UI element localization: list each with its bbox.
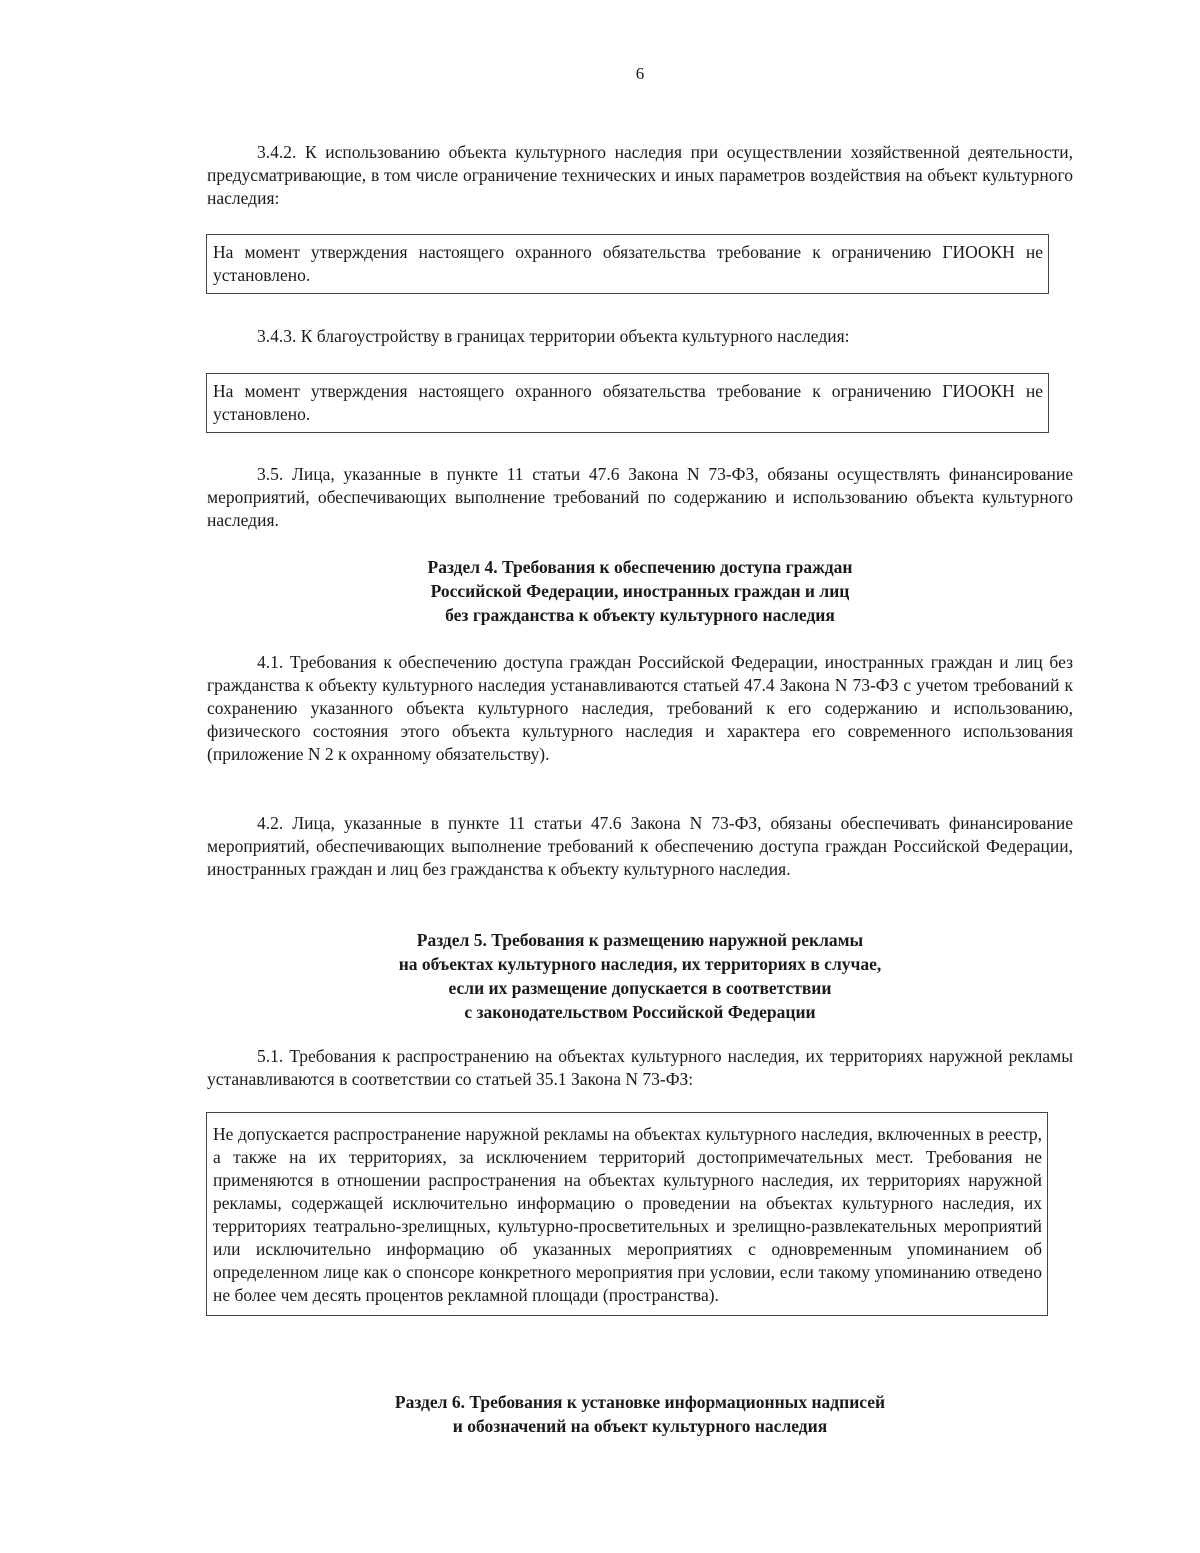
paragraph-3-4-3: 3.4.3. К благоустройству в границах территории объекта культурного наследия: — [257, 326, 850, 346]
section-5-heading — [207, 928, 1073, 1024]
section-6-heading — [207, 1390, 1073, 1438]
paragraph-5-1: 5.1. Требования к распространению на объектах культурного наследия, их территориях наружной рекламы устанавливаются в соответствии со статьей 35.1 Закона N 73-ФЗ: — [207, 1046, 1073, 1089]
section-6-heading-line: и обозначений на объект культурного наследия — [452, 1416, 828, 1436]
requirement-box-2: На момент утверждения настоящего охранного обязательства требование к ограничению ГИООКН не установлено. — [206, 373, 1049, 433]
section-4-heading-line: без гражданства к объекту культурного наследия — [445, 605, 835, 625]
section-5-heading-line: на объектах культурного наследия, их территориях в случае, — [398, 954, 882, 974]
section-6-heading-line: Раздел 6. Требования к установке информационных надписей — [394, 1392, 886, 1412]
section-5-heading-line: с законодательством Российской Федерации — [464, 1002, 816, 1022]
paragraph-4-1: 4.1. Требования к обеспечению доступа граждан Российской Федерации, иностранных граждан и лиц без гражданства к объекту культурного наследия устанавливаются статьей 47.4 Закона N 73-ФЗ с учетом требований к сохранению указанного объекта культурного наследия, требований к его содержанию и использованию, физического состояния этого объекта культурного наследия и характера его современного использования (приложение N 2 к охранному обязательству). — [207, 652, 1073, 764]
section-5-heading-line: если их размещение допускается в соответствии — [448, 978, 832, 998]
paragraph-3-4-2: 3.4.2. К использованию объекта культурного наследия при осуществлении хозяйственной деятельности, предусматривающие, в том числе ограничение технических и иных параметров воздействия на объект культурного наследия: — [207, 142, 1073, 208]
requirement-box-1: На момент утверждения настоящего охранного обязательства требование к ограничению ГИООКН не установлено. — [206, 234, 1049, 294]
page-number: 6 — [635, 64, 645, 83]
requirement-box-3: Не допускается распространение наружной рекламы на объектах культурного наследия, включенных в реестр, а также на их территориях, за исключением территорий достопримечательных мест. Требования не применяются в отношении распространения на объектах культурного наследия, их территориях наружной рекламы, содержащей исключительно информацию о проведении на объектах культурного наследия, их территориях театрально-зрелищных, культурно-просветительных и зрелищно-развлекательных мероприятий или исключительно информацию об указанных мероприятиях с одновременным упоминанием об определенном лице как о спонсоре конкретного мероприятия при условии, если такому упоминанию отведено не более чем десять процентов рекламной площади (пространства). — [206, 1112, 1048, 1316]
section-4-heading-line: Российской Федерации, иностранных граждан и лиц — [430, 581, 850, 601]
section-5-heading-line: Раздел 5. Требования к размещению наружной рекламы — [416, 930, 864, 950]
section-4-heading — [207, 555, 1073, 627]
section-4-heading-line: Раздел 4. Требования к обеспечению доступа граждан — [427, 557, 853, 577]
paragraph-3-5: 3.5. Лица, указанные в пункте 11 статьи 47.6 Закона N 73-ФЗ, обязаны осуществлять финансирование мероприятий, обеспечивающих выполнение требований по содержанию и использованию объекта культурного наследия. — [207, 464, 1073, 530]
paragraph-4-2: 4.2. Лица, указанные в пункте 11 статьи 47.6 Закона N 73-ФЗ, обязаны обеспечивать финансирование мероприятий, обеспечивающих выполнение требований к обеспечению доступа граждан Российской Федерации, иностранных граждан и лиц без гражданства к объекту культурного наследия. — [207, 813, 1073, 879]
